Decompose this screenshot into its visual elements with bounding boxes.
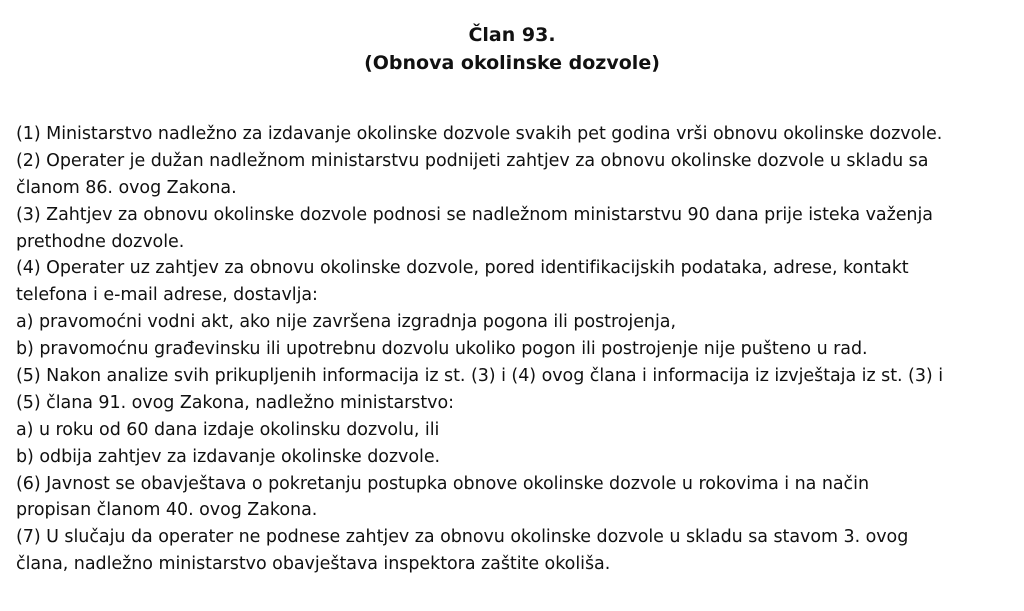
paragraph-line: a) pravomoćni vodni akt, ako nije završena izgradnja pogona ili postrojenja,: [16, 312, 676, 333]
paragraph-line: propisan članom 40. ovog Zakona.: [16, 500, 318, 521]
paragraph-line: b) pravomoćnu građevinsku ili upotrebnu dozvolu ukoliko pogon ili postrojenje nije pušteno u rad.: [16, 339, 868, 360]
paragraph-line: a) u roku od 60 dana izdaje okolinsku dozvolu, ili: [16, 419, 440, 440]
paragraph-line: prethodne dozvole.: [16, 231, 185, 252]
paragraph-line: članom 86. ovog Zakona.: [16, 177, 237, 198]
paragraph-line: (2) Operater je dužan nadležnom ministarstvu podnijeti zahtjev za obnovu okolinske dozvole u skladu sa: [16, 150, 929, 171]
paragraph-line: (3) Zahtjev za obnovu okolinske dozvole podnosi se nadležnom ministarstvu 90 dana prije isteka važenja: [16, 204, 933, 225]
article-title: Član 93.: [468, 24, 556, 46]
paragraph-line: (7) U slučaju da operater ne podnese zahtjev za obnovu okolinske dozvole u skladu sa stavom 3. ovog: [16, 527, 909, 548]
paragraph-line: (5) člana 91. ovog Zakona, nadležno ministarstvo:: [16, 392, 454, 413]
paragraph-line: člana, nadležno ministarstvo obavještava inspektora zaštite okoliša.: [16, 554, 611, 575]
paragraph-line: (5) Nakon analize svih prikupljenih informacija iz st. (3) i (4) ovog člana i informacija iz izvještaja iz st. (3) i: [16, 366, 944, 387]
paragraph-line: (6) Javnost se obavještava o pokretanju postupka obnove okolinske dozvole u rokovima i na način: [16, 473, 869, 494]
paragraph-line: b) odbija zahtjev za izdavanje okolinske dozvole.: [16, 446, 441, 467]
paragraph-line: (1) Ministarstvo nadležno za izdavanje okolinske dozvole svakih pet godina vrši obnovu okolinske dozvole.: [16, 124, 943, 144]
paragraph-line: (4) Operater uz zahtjev za obnovu okolinske dozvole, pored identifikacijskih podataka, adrese, kontakt: [16, 258, 909, 279]
paragraph-line: telefona i e-mail adrese, dostavlja:: [16, 285, 318, 306]
article-subtitle: (Obnova okolinske dozvole): [364, 52, 660, 74]
article-body: [16, 121, 1020, 578]
